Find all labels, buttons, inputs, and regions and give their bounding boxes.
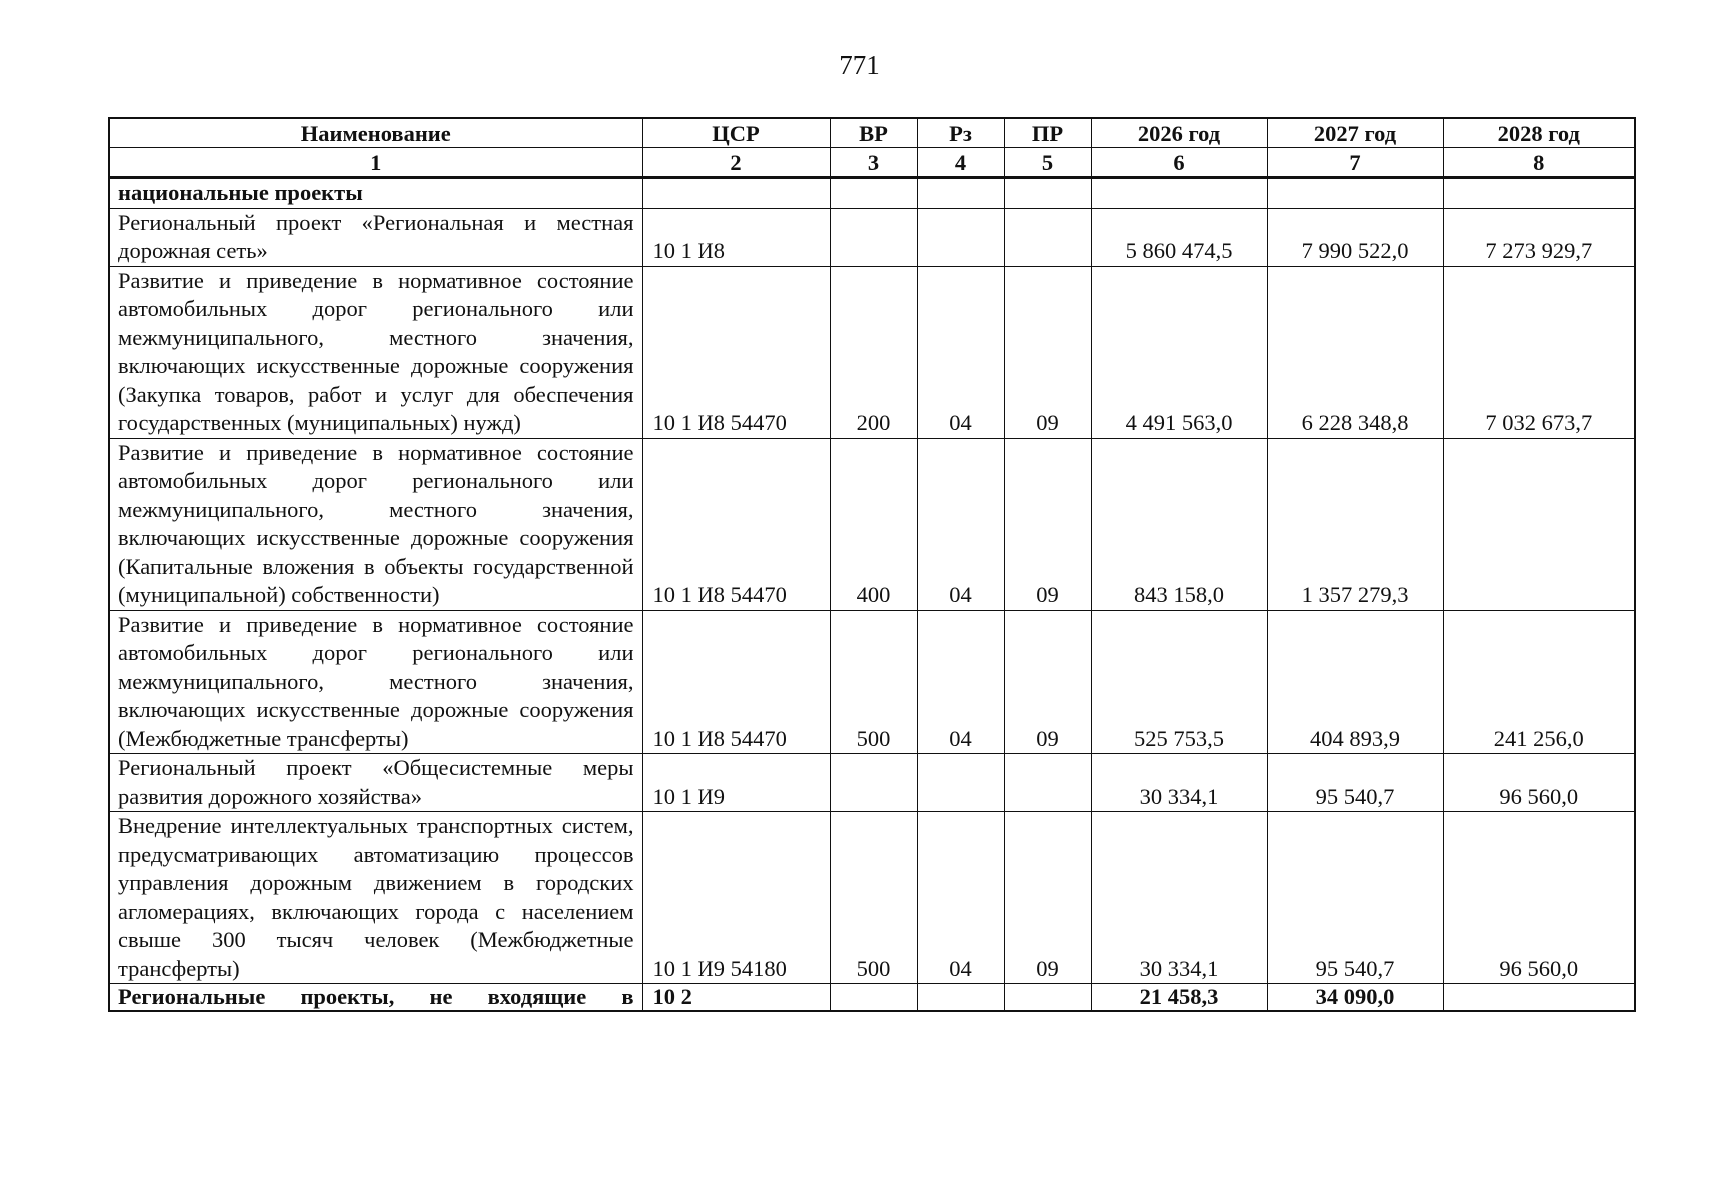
row-name: Региональные проекты, не входящие в <box>109 984 642 1012</box>
column-number: 2 <box>642 148 830 178</box>
row-vr <box>830 178 917 209</box>
table-row <box>109 438 1635 610</box>
header-rz: Рз <box>917 118 1004 148</box>
page-number: 771 <box>839 50 880 80</box>
row-csr <box>642 178 830 209</box>
row-vr <box>830 984 917 1012</box>
row-name: Развитие и приведение в нормативное состояние автомобильных дорог регионального или межмуниципального, местного значения, включающих искусственные дорожные сооружения (Закупка товаров, работ и услуг для обеспечения государственных (муниципальных) нужд) <box>109 266 642 438</box>
row-amount-2026: 21 458,3 <box>1091 984 1267 1012</box>
row-name: Развитие и приведение в нормативное состояние автомобильных дорог регионального или межмуниципального, местного значения, включающих искусственные дорожные сооружения (Межбюджетные трансферты) <box>109 610 642 754</box>
row-amount-2027: 95 540,7 <box>1267 812 1443 984</box>
row-amount-2027: 34 090,0 <box>1267 984 1443 1012</box>
row-pr: 09 <box>1004 812 1091 984</box>
row-amount-2027 <box>1267 178 1443 209</box>
row-rz <box>917 754 1004 812</box>
column-number: 1 <box>109 148 642 178</box>
row-vr: 200 <box>830 266 917 438</box>
row-csr: 10 1 И8 54470 <box>642 438 830 610</box>
row-amount-2026: 30 334,1 <box>1091 812 1267 984</box>
row-vr: 500 <box>830 610 917 754</box>
header-vr: ВР <box>830 118 917 148</box>
row-amount-2028 <box>1443 984 1635 1012</box>
row-csr: 10 1 И9 <box>642 754 830 812</box>
row-name: Региональный проект «Региональная и местная дорожная сеть» <box>109 208 642 266</box>
row-amount-2026: 843 158,0 <box>1091 438 1267 610</box>
table-row <box>109 754 1635 812</box>
header-row <box>109 118 1635 148</box>
row-vr <box>830 754 917 812</box>
row-csr: 10 1 И8 <box>642 208 830 266</box>
header-csr: ЦСР <box>642 118 830 148</box>
row-rz <box>917 984 1004 1012</box>
column-number: 3 <box>830 148 917 178</box>
table-row <box>109 178 1635 209</box>
header-2026: 2026 год <box>1091 118 1267 148</box>
row-amount-2027: 6 228 348,8 <box>1267 266 1443 438</box>
row-pr: 09 <box>1004 438 1091 610</box>
row-amount-2028 <box>1443 438 1635 610</box>
table-row <box>109 610 1635 754</box>
row-amount-2028: 96 560,0 <box>1443 754 1635 812</box>
row-name: национальные проекты <box>109 178 642 209</box>
table-row <box>109 266 1635 438</box>
header-pr: ПР <box>1004 118 1091 148</box>
header-name: Наименование <box>109 118 642 148</box>
row-rz <box>917 208 1004 266</box>
row-vr: 400 <box>830 438 917 610</box>
row-csr: 10 1 И9 54180 <box>642 812 830 984</box>
row-amount-2027: 1 357 279,3 <box>1267 438 1443 610</box>
row-amount-2026 <box>1091 178 1267 209</box>
budget-table <box>108 117 1636 1012</box>
row-name: Развитие и приведение в нормативное состояние автомобильных дорог регионального или межмуниципального, местного значения, включающих искусственные дорожные сооружения (Капитальные вложения в объекты государственной (муниципальной) собственности) <box>109 438 642 610</box>
header-2028: 2028 год <box>1443 118 1635 148</box>
row-amount-2028: 7 273 929,7 <box>1443 208 1635 266</box>
column-number: 4 <box>917 148 1004 178</box>
row-amount-2027: 7 990 522,0 <box>1267 208 1443 266</box>
row-amount-2026: 4 491 563,0 <box>1091 266 1267 438</box>
row-amount-2026: 30 334,1 <box>1091 754 1267 812</box>
row-pr: 09 <box>1004 610 1091 754</box>
table-row <box>109 812 1635 984</box>
row-amount-2027: 404 893,9 <box>1267 610 1443 754</box>
column-number: 7 <box>1267 148 1443 178</box>
column-number: 8 <box>1443 148 1635 178</box>
column-number: 5 <box>1004 148 1091 178</box>
row-amount-2028: 7 032 673,7 <box>1443 266 1635 438</box>
row-pr <box>1004 754 1091 812</box>
column-number-row <box>109 148 1635 178</box>
row-name: Внедрение интеллектуальных транспортных систем, предусматривающих автоматизацию процессов управления дорожным движением в городских агломерациях, включающих города с населением свыше 300 тысяч человек (Межбюджетные трансферты) <box>109 812 642 984</box>
table-row <box>109 984 1635 1012</box>
row-name: Региональный проект «Общесистемные меры развития дорожного хозяйства» <box>109 754 642 812</box>
row-amount-2027: 95 540,7 <box>1267 754 1443 812</box>
row-rz: 04 <box>917 610 1004 754</box>
row-amount-2028: 241 256,0 <box>1443 610 1635 754</box>
row-vr: 500 <box>830 812 917 984</box>
row-pr <box>1004 208 1091 266</box>
table-row <box>109 208 1635 266</box>
row-csr: 10 1 И8 54470 <box>642 610 830 754</box>
row-rz: 04 <box>917 266 1004 438</box>
column-number: 6 <box>1091 148 1267 178</box>
row-rz <box>917 178 1004 209</box>
row-vr <box>830 208 917 266</box>
row-amount-2028 <box>1443 178 1635 209</box>
row-pr: 09 <box>1004 266 1091 438</box>
row-pr <box>1004 984 1091 1012</box>
row-csr: 10 2 <box>642 984 830 1012</box>
row-amount-2028: 96 560,0 <box>1443 812 1635 984</box>
header-2027: 2027 год <box>1267 118 1443 148</box>
row-amount-2026: 525 753,5 <box>1091 610 1267 754</box>
row-amount-2026: 5 860 474,5 <box>1091 208 1267 266</box>
row-rz: 04 <box>917 812 1004 984</box>
row-pr <box>1004 178 1091 209</box>
row-rz: 04 <box>917 438 1004 610</box>
row-csr: 10 1 И8 54470 <box>642 266 830 438</box>
